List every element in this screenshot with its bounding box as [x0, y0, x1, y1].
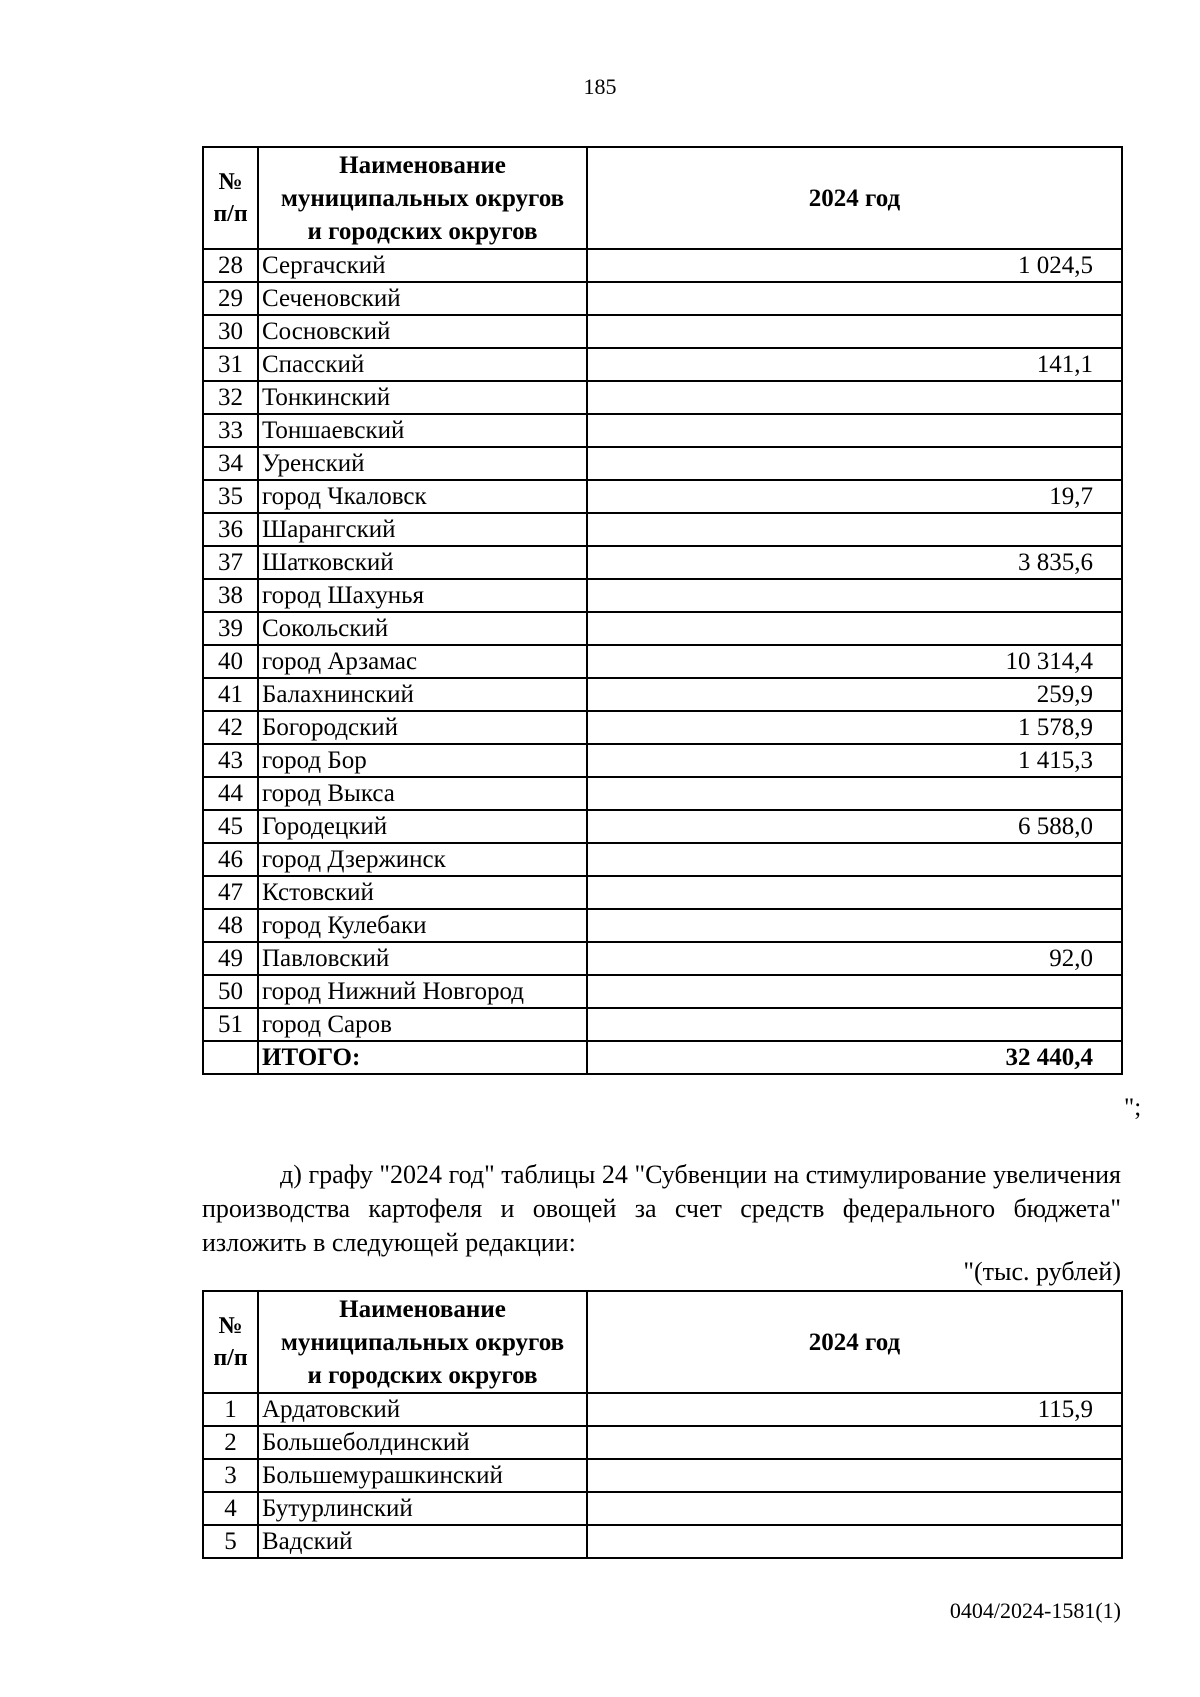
- municipality-name-cell: город Выкса: [258, 777, 587, 810]
- total-number-cell: [203, 1041, 258, 1074]
- row-number-cell: 51: [203, 1008, 258, 1041]
- amount-cell: [587, 612, 1122, 645]
- table-row: [203, 711, 1122, 744]
- row-number-cell: 36: [203, 513, 258, 546]
- amount-cell: [587, 876, 1122, 909]
- table-row: [203, 1459, 1122, 1492]
- municipality-name-cell: Сеченовский: [258, 282, 587, 315]
- row-number-cell: 31: [203, 348, 258, 381]
- municipality-name-cell: город Нижний Новгород: [258, 975, 587, 1008]
- table-row: [203, 810, 1122, 843]
- municipality-name-cell: Кстовский: [258, 876, 587, 909]
- municipality-name-cell: Бутурлинский: [258, 1492, 587, 1525]
- column-header-year: 2024 год: [587, 147, 1122, 249]
- table-row: [203, 1492, 1122, 1525]
- row-number-cell: 42: [203, 711, 258, 744]
- column-header-year: 2024 год: [587, 1291, 1122, 1393]
- table-row: [203, 447, 1122, 480]
- total-label: ИТОГО:: [258, 1041, 587, 1074]
- row-number-cell: 37: [203, 546, 258, 579]
- amount-cell: [587, 447, 1122, 480]
- municipality-name-cell: Шарангский: [258, 513, 587, 546]
- row-number-cell: 32: [203, 381, 258, 414]
- row-number-cell: 44: [203, 777, 258, 810]
- row-number-cell: 43: [203, 744, 258, 777]
- table-row: [203, 315, 1122, 348]
- table-row: [203, 744, 1122, 777]
- table-row: [203, 282, 1122, 315]
- row-number-cell: 39: [203, 612, 258, 645]
- table-row: [203, 249, 1122, 282]
- table-row: [203, 546, 1122, 579]
- row-number-cell: 38: [203, 579, 258, 612]
- amount-cell: 115,9: [587, 1393, 1122, 1426]
- row-number-cell: 40: [203, 645, 258, 678]
- column-header-name: Наименование муниципальных округов и городских округов: [258, 147, 587, 249]
- municipality-name-cell: Большемурашкинский: [258, 1459, 587, 1492]
- table-header-row: [203, 1291, 1122, 1393]
- row-number-cell: 28: [203, 249, 258, 282]
- amount-cell: 10 314,4: [587, 645, 1122, 678]
- amount-cell: [587, 777, 1122, 810]
- municipality-name-cell: Спасский: [258, 348, 587, 381]
- municipality-name-cell: Ардатовский: [258, 1393, 587, 1426]
- amount-cell: 19,7: [587, 480, 1122, 513]
- amount-cell: 92,0: [587, 942, 1122, 975]
- amount-cell: 6 588,0: [587, 810, 1122, 843]
- table-row: [203, 909, 1122, 942]
- table-row: [203, 1426, 1122, 1459]
- amount-cell: [587, 975, 1122, 1008]
- amount-cell: [587, 1008, 1122, 1041]
- municipality-name-cell: город Арзамас: [258, 645, 587, 678]
- row-number-cell: 5: [203, 1525, 258, 1558]
- municipality-name-cell: город Саров: [258, 1008, 587, 1041]
- instruction-paragraph: д) графу "2024 год" таблицы 24 "Субвенции на стимулирование увеличения производства картофеля и овощей за счет средств федерального бюджета" изложить в следующей редакции:: [202, 1160, 1121, 1257]
- table-header-row: [203, 147, 1122, 249]
- table-row: [203, 612, 1122, 645]
- table-row: [203, 678, 1122, 711]
- table-row: [203, 975, 1122, 1008]
- amount-cell: 1 024,5: [587, 249, 1122, 282]
- amount-cell: [587, 1525, 1122, 1558]
- table-row: [203, 1008, 1122, 1041]
- table-row: [203, 645, 1122, 678]
- amount-cell: 259,9: [587, 678, 1122, 711]
- amount-cell: [587, 315, 1122, 348]
- amount-cell: [587, 843, 1122, 876]
- row-number-cell: 34: [203, 447, 258, 480]
- row-number-cell: 35: [203, 480, 258, 513]
- row-number-cell: 2: [203, 1426, 258, 1459]
- amount-cell: [587, 381, 1122, 414]
- row-number-cell: 49: [203, 942, 258, 975]
- municipality-name-cell: Богородский: [258, 711, 587, 744]
- table-row: [203, 414, 1122, 447]
- municipality-name-cell: Сергачский: [258, 249, 587, 282]
- page-number: 185: [583, 74, 617, 99]
- row-number-cell: 47: [203, 876, 258, 909]
- amount-cell: [587, 1459, 1122, 1492]
- column-header-name: Наименование муниципальных округов и городских округов: [258, 1291, 587, 1393]
- table-row: [203, 942, 1122, 975]
- amount-cell: 1 578,9: [587, 711, 1122, 744]
- municipality-name-cell: город Чкаловск: [258, 480, 587, 513]
- allocation-table-23: [202, 146, 1123, 1075]
- municipality-name-cell: Сокольский: [258, 612, 587, 645]
- municipality-name-cell: Уренский: [258, 447, 587, 480]
- municipality-name-cell: Вадский: [258, 1525, 587, 1558]
- allocation-table-24: [202, 1290, 1123, 1559]
- municipality-name-cell: город Кулебаки: [258, 909, 587, 942]
- amount-cell: [587, 579, 1122, 612]
- municipality-name-cell: Сосновский: [258, 315, 587, 348]
- row-number-cell: 30: [203, 315, 258, 348]
- row-number-cell: 1: [203, 1393, 258, 1426]
- row-number-cell: 3: [203, 1459, 258, 1492]
- amount-cell: 3 835,6: [587, 546, 1122, 579]
- amount-cell: [587, 1426, 1122, 1459]
- amount-cell: 141,1: [587, 348, 1122, 381]
- total-row: [203, 1041, 1122, 1074]
- municipality-name-cell: Шатковский: [258, 546, 587, 579]
- table-row: [203, 777, 1122, 810]
- amount-cell: 1 415,3: [587, 744, 1122, 777]
- closing-quote: ";: [1124, 1094, 1142, 1121]
- row-number-cell: 48: [203, 909, 258, 942]
- table-row: [203, 348, 1122, 381]
- municipality-name-cell: Тонкинский: [258, 381, 587, 414]
- table-row: [203, 1525, 1122, 1558]
- municipality-name-cell: Тоншаевский: [258, 414, 587, 447]
- amount-cell: [587, 414, 1122, 447]
- table-row: [203, 843, 1122, 876]
- table-row: [203, 513, 1122, 546]
- table-row: [203, 876, 1122, 909]
- table-row: [203, 579, 1122, 612]
- municipality-name-cell: Большеболдинский: [258, 1426, 587, 1459]
- municipality-name-cell: город Бор: [258, 744, 587, 777]
- amount-cell: [587, 282, 1122, 315]
- row-number-cell: 46: [203, 843, 258, 876]
- table-row: [203, 1393, 1122, 1426]
- amount-cell: [587, 1492, 1122, 1525]
- amount-cell: [587, 909, 1122, 942]
- column-header-number: № п/п: [203, 147, 258, 249]
- row-number-cell: 4: [203, 1492, 258, 1525]
- column-header-number: № п/п: [203, 1291, 258, 1393]
- municipality-name-cell: Городецкий: [258, 810, 587, 843]
- amount-cell: [587, 513, 1122, 546]
- municipality-name-cell: Балахнинский: [258, 678, 587, 711]
- row-number-cell: 45: [203, 810, 258, 843]
- total-value: 32 440,4: [587, 1041, 1122, 1074]
- row-number-cell: 29: [203, 282, 258, 315]
- row-number-cell: 50: [203, 975, 258, 1008]
- row-number-cell: 33: [203, 414, 258, 447]
- row-number-cell: 41: [203, 678, 258, 711]
- municipality-name-cell: город Дзержинск: [258, 843, 587, 876]
- municipality-name-cell: город Шахунья: [258, 579, 587, 612]
- table-row: [203, 480, 1122, 513]
- document-code: 0404/2024-1581(1): [949, 1598, 1121, 1623]
- table-row: [203, 381, 1122, 414]
- municipality-name-cell: Павловский: [258, 942, 587, 975]
- units-label: "(тыс. рублей): [963, 1257, 1121, 1286]
